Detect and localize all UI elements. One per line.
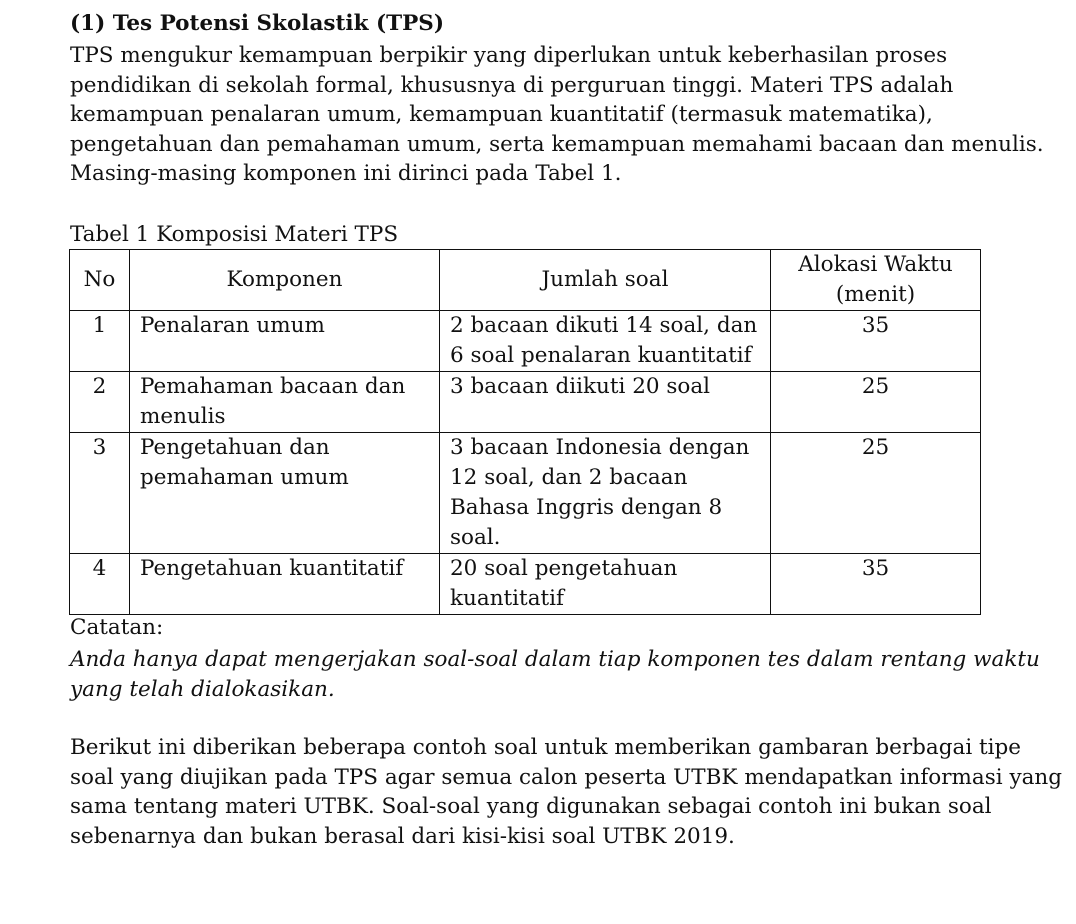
cell-line: soal. — [450, 525, 501, 550]
cell-no: 4 — [70, 554, 130, 615]
cell-no: 3 — [70, 433, 130, 554]
cell-line: menulis — [140, 404, 226, 429]
table-header-row — [70, 250, 981, 311]
closing-line: sama tentang materi UTBK. Soal-soal yang digunakan sebagai contoh ini bukan soal — [70, 794, 992, 819]
note-paragraph — [70, 645, 1040, 704]
intro-line: TPS mengukur kemampuan berpikir yang diperlukan untuk keberhasilan proses — [70, 43, 948, 68]
note-label: Catatan: — [70, 615, 164, 640]
cell-alokasi: 25 — [771, 433, 981, 554]
closing-line: soal yang diujikan pada TPS agar semua calon peserta UTBK mendapatkan informasi yang — [70, 764, 1063, 790]
cell-jumlah-soal — [440, 311, 771, 372]
header-no: No — [70, 250, 130, 311]
cell-line: pemahaman umum — [140, 465, 349, 490]
header-jumlah-soal: Jumlah soal — [440, 250, 771, 311]
cell-line: Pengetahuan dan — [140, 435, 330, 460]
cell-line: 3 bacaan Indonesia dengan — [450, 435, 750, 460]
cell-line: 6 soal penalaran kuantitatif — [450, 343, 752, 368]
header-alokasi-line: Alokasi Waktu — [798, 252, 953, 277]
cell-komponen — [130, 433, 440, 554]
cell-jumlah-soal — [440, 372, 771, 433]
intro-line: kemampuan penalaran umum, kemampuan kuantitatif (termasuk matematika), — [70, 102, 933, 127]
cell-line: kuantitatif — [450, 586, 564, 611]
intro-paragraph — [70, 41, 1044, 189]
cell-alokasi: 35 — [771, 554, 981, 615]
table-row — [70, 433, 981, 554]
table-caption: Tabel 1 Komposisi Materi TPS — [70, 222, 399, 247]
cell-jumlah-soal — [440, 433, 771, 554]
cell-line: Pemahaman bacaan dan — [140, 374, 406, 399]
cell-komponen — [130, 311, 440, 372]
cell-line: Penalaran umum — [140, 313, 325, 338]
cell-line: 3 bacaan diikuti 20 soal — [450, 374, 711, 399]
table-row — [70, 311, 981, 372]
cell-alokasi: 35 — [771, 311, 981, 372]
intro-line: Masing-masing komponen ini dirinci pada Tabel 1. — [70, 161, 622, 186]
intro-line: pengetahuan dan pemahaman umum, serta kemampuan memahami bacaan dan menulis. — [70, 131, 1044, 157]
cell-line: Bahasa Inggris dengan 8 — [450, 495, 723, 520]
cell-komponen — [130, 554, 440, 615]
closing-paragraph — [70, 733, 1062, 851]
section-heading: (1) Tes Potensi Skolastik (TPS) — [70, 11, 445, 36]
cell-no: 1 — [70, 311, 130, 372]
cell-line: 12 soal, dan 2 bacaan — [450, 465, 688, 490]
cell-line: 20 soal pengetahuan — [450, 556, 678, 581]
cell-no: 2 — [70, 372, 130, 433]
cell-alokasi: 25 — [771, 372, 981, 433]
header-komponen: Komponen — [130, 250, 440, 311]
cell-line: 2 bacaan dikuti 14 soal, dan — [450, 313, 758, 338]
cell-line: Pengetahuan kuantitatif — [140, 556, 404, 581]
table-row — [70, 554, 981, 615]
closing-line: sebenarnya dan bukan berasal dari kisi-kisi soal UTBK 2019. — [70, 823, 735, 849]
intro-line: pendidikan di sekolah formal, khususnya di perguruan tinggi. Materi TPS adalah — [70, 72, 954, 98]
tps-composition-table — [69, 249, 981, 615]
header-alokasi-line: (menit) — [835, 282, 916, 307]
header-alokasi-waktu — [771, 250, 981, 311]
cell-jumlah-soal — [440, 554, 771, 615]
note-line: yang telah dialokasikan. — [70, 676, 335, 702]
note-line: Anda hanya dapat mengerjakan soal-soal dalam tiap komponen tes dalam rentang waktu — [70, 647, 1040, 672]
table-row — [70, 372, 981, 433]
cell-komponen — [130, 372, 440, 433]
closing-line: Berikut ini diberikan beberapa contoh soal untuk memberikan gambaran berbagai tipe — [70, 735, 1022, 760]
